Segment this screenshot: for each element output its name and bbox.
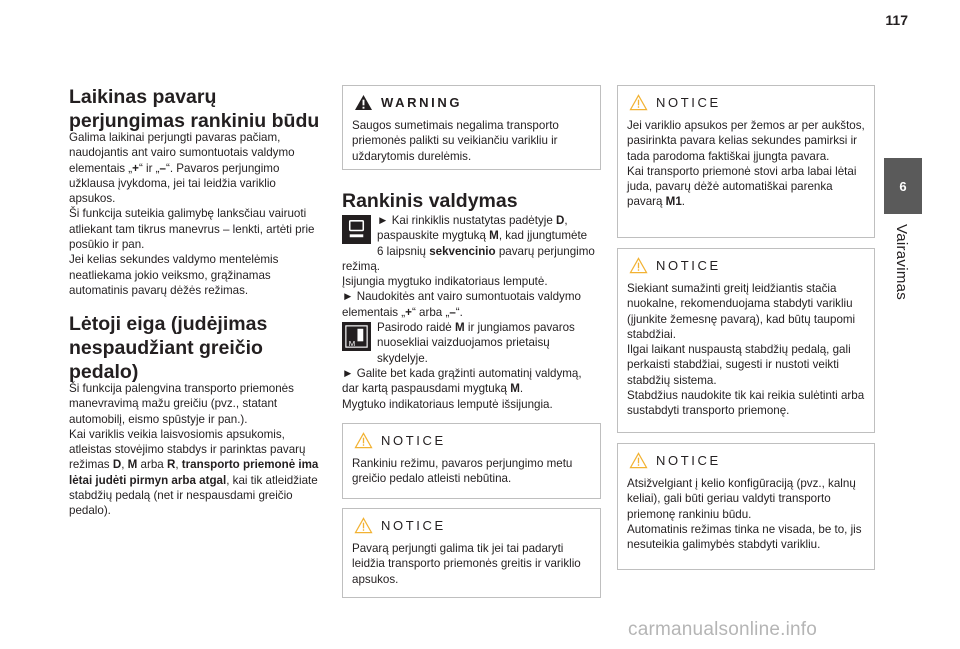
paragraph: M Pasirodo raidė M ir jungiamos pavaros nuosekliai vaizduojamos prietaisų skydelyje. [342, 320, 595, 366]
notice-box [617, 85, 875, 238]
notice-triangle-icon [629, 94, 648, 111]
paragraph: Įsijungia mygtuko indikatoriaus lemputė. [342, 275, 548, 289]
notice-triangle-icon [629, 257, 648, 274]
notice-box [342, 423, 601, 499]
watermark: carmanualsonline.info [628, 619, 818, 640]
notice-box [617, 443, 875, 570]
paragraph: ► Kai rinkiklis nustatytas padėtyje D, paspauskite mygtuką M, kad įjungtumėte 6 laipsnių sekvencinio pavarų perjungimo režimą. [342, 214, 595, 273]
paragraph: ► Naudokitės ant vairo sumontuotais valdymo elementais „+“ arba „–“. [342, 290, 581, 319]
warning-label: WARNING [381, 94, 463, 110]
chapter-tab[interactable] [884, 158, 922, 214]
chapter-number: 6 [899, 178, 907, 194]
notice-text: Jei variklio apsukos per žemos ar per aukštos, pasirinkta pavara kelias sekundes pamirksi ir tada parodoma faktiškai įjungta pavara. Kai transporto priemonė stovi arba labai lėtai juda, pavarų dėžė automatiškai parenka pavarą M1. [627, 119, 865, 209]
paragraph: Kai variklis veikia laisvosiomis apsukomis, atleistas stovėjimo stabdys ir parinktas pavarų režimas D, M arba R, transporto priemonė ima lėtai judėti pirmyn arba atgal, kai tik atleidžiate stabdžių pedalą (net ir nespausdami greičio pedalo). [69, 427, 319, 518]
paragraph: ► Galite bet kada grąžinti automatinį valdymą, dar kartą paspausdami mygtuką M. [342, 366, 582, 396]
section-body-manual-temporary [69, 130, 323, 298]
notice-triangle-icon [354, 517, 373, 534]
notice-box [617, 248, 875, 433]
notice-label: NOTICE [656, 452, 721, 468]
m1-gear-display-icon [342, 322, 371, 351]
paragraph: Jei kelias sekundes valdymo mentelėmis neatliekama jokio veiksmo, grąžinamas automatinis pavarų dėžės režimas. [69, 253, 279, 297]
notice-box [342, 508, 601, 598]
paragraph: Ši funkcija suteikia galimybę lanksčiau vairuoti atliekant tam tikrus manevrus – lenkti, artėti prie posūkio ir pan. [69, 207, 315, 252]
page-number: 117 [885, 12, 908, 28]
warning-box [342, 85, 601, 170]
notice-label: NOTICE [381, 517, 446, 533]
svg-text:M: M [348, 339, 356, 349]
warning-text: Saugos sumetimais negalima transporto priemonės palikti su veikiančiu varikliu ir uždarytomis durelėmis. [352, 119, 559, 163]
notice-text: Atsižvelgiant į kelio konfigūraciją (pvz., kalnų keliai), gali būti geriau valdyti transporto priemonę rankiniu būdu. Automatinis režimas tinka ne visada, be to, jis nesuteikia galimybės stabdyti varikliu. [627, 477, 862, 552]
notice-triangle-icon [354, 432, 373, 449]
section-title-creep: Lėtoji eiga (judėjimas nespaudžiant greičio pedalo) [69, 313, 268, 383]
paragraph: Ši funkcija palengvina transporto priemonės manevravimą mažu greičiu (pvz., statant automobilį, eismo spūstyje ir pan.). [69, 382, 294, 426]
notice-label: NOTICE [656, 257, 721, 273]
section-body-manual-mode [342, 213, 595, 412]
notice-text: Rankiniu režimu, pavaros perjungimo metu greičio pedalo atleisti nebūtina. [352, 457, 573, 486]
notice-triangle-icon [629, 452, 648, 469]
paragraph: Mygtuko indikatoriaus lemputė išsijungia. [342, 397, 553, 411]
m-gear-icon [342, 215, 371, 244]
paragraph: Galima laikinai perjungti pavaras pačiam, naudojantis ant vairo sumontuotais valdymo elementais „+“ ir „–“. Pavaros perjungimo užklausa įvykdoma, jei tai leidžia variklio apsukos. [69, 131, 295, 206]
notice-label: NOTICE [656, 94, 721, 110]
section-title-manual-mode: Rankinis valdymas [342, 190, 518, 212]
notice-text: Pavarą perjungti galima tik jei tai padaryti leidžia transporto priemonės greitis ir variklio apsukos. [352, 542, 581, 586]
notice-text: Siekiant sumažinti greitį leidžiantis stačia nuokalne, rekomenduojama stabdyti varikliu (įjunkite žemesnę pavarą), kad būtų taupomi stabdžiai. Ilgai laikant nuspaustą stabdžių pedalą, gali perkaisti stabdžiai, sugesti ir nustoti veikti stabdžių sistema. Stabdžius naudokite tik kai reikia sulėtinti arba sustabdyti transporto priemonę. [627, 282, 865, 418]
chapter-label: Vairavimas [893, 224, 910, 301]
section-title-manual-temporary: Laikinas pavarų perjungimas rankiniu būdu [69, 86, 320, 132]
notice-label: NOTICE [381, 432, 446, 448]
warning-triangle-icon [354, 94, 373, 111]
section-body-creep [69, 381, 323, 519]
